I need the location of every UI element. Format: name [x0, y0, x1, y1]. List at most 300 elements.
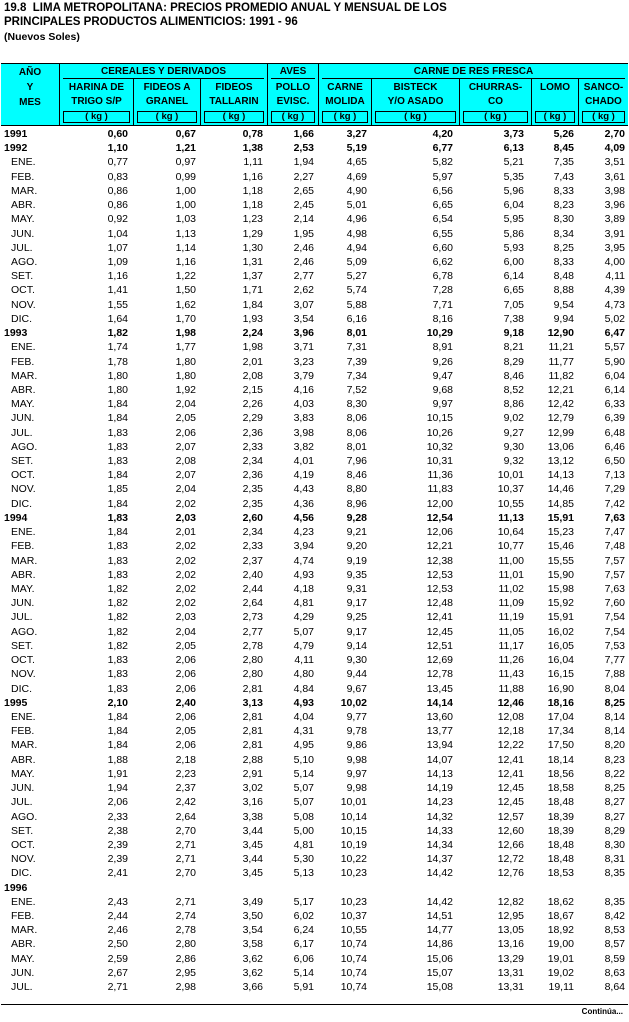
price-cell: 1,14: [175, 241, 196, 254]
row-label: OCT.: [11, 284, 35, 297]
price-cell: 6,04: [503, 199, 524, 212]
price-cell: 2,36: [242, 469, 263, 482]
month-row: [1, 411, 628, 425]
price-cell: 9,47: [432, 369, 453, 382]
price-cell: 19,02: [547, 966, 574, 979]
price-cell: 1,84: [107, 725, 128, 738]
month-row: [1, 497, 628, 511]
price-cell: 4,69: [346, 170, 367, 183]
price-cell: 10,32: [426, 440, 453, 453]
month-row: [1, 454, 628, 468]
month-row: [1, 966, 628, 980]
price-cell: 8,91: [432, 341, 453, 354]
price-cell: 2,78: [242, 639, 263, 652]
price-cell: 2,50: [107, 938, 128, 951]
row-label: 1992: [4, 142, 28, 155]
price-cell: 3,54: [242, 924, 263, 937]
row-label: JUN.: [11, 227, 35, 240]
price-cell: 4,56: [293, 511, 314, 524]
price-cell: 5,14: [293, 966, 314, 979]
price-cell: 6,47: [604, 327, 625, 340]
price-cell: 4,95: [293, 739, 314, 752]
price-cell: 2,18: [175, 753, 196, 766]
price-cell: 2,27: [293, 170, 314, 183]
row-label: NOV.: [11, 298, 36, 311]
price-cell: 12,60: [497, 824, 524, 837]
price-cell: 1,31: [242, 255, 263, 268]
price-cell: 3,38: [242, 810, 263, 823]
price-cell: 13,60: [426, 710, 453, 723]
price-cell: 1,83: [107, 426, 128, 439]
price-cell: 8,53: [604, 924, 625, 937]
year-row: [1, 696, 628, 710]
price-cell: 7,42: [604, 497, 625, 510]
price-cell: 12,69: [426, 654, 453, 667]
row-label: SET.: [11, 455, 34, 468]
price-cell: 11,21: [548, 341, 574, 354]
price-cell: 4,43: [293, 483, 314, 496]
row-label: DIC.: [11, 497, 32, 510]
price-cell: 9,44: [346, 668, 367, 681]
price-cell: 1,83: [107, 654, 128, 667]
price-cell: 13,29: [497, 952, 524, 965]
price-cell: 2,08: [242, 369, 263, 382]
price-cell: 3,98: [604, 184, 625, 197]
price-cell: 1,84: [107, 469, 128, 482]
price-cell: 5,17: [293, 895, 314, 908]
price-cell: 2,77: [242, 625, 263, 638]
price-cell: 2,53: [293, 142, 314, 155]
column-unit: ( kg ): [375, 111, 456, 123]
row-label: ABR.: [11, 568, 36, 581]
column-header-line1: LOMO: [540, 82, 570, 93]
price-cell: 2,35: [242, 497, 263, 510]
price-cell: 18,58: [547, 782, 574, 795]
price-cell: 9,86: [346, 739, 367, 752]
price-cell: 2,34: [242, 455, 263, 468]
price-cell: 4,20: [432, 128, 453, 140]
price-cell: 9,19: [346, 554, 367, 567]
month-row: [1, 468, 628, 482]
price-cell: 2,10: [107, 696, 128, 709]
price-cell: 12,95: [497, 910, 524, 923]
price-cell: 1,04: [107, 227, 128, 240]
price-cell: 1,13: [175, 227, 196, 240]
column-unit: ( kg ): [137, 111, 197, 123]
month-row: [1, 923, 628, 937]
month-row: [1, 568, 628, 582]
price-cell: 11,77: [548, 355, 574, 368]
price-cell: 13,06: [547, 440, 574, 453]
price-cell: 11,88: [498, 682, 524, 695]
price-cell: 2,39: [107, 838, 128, 851]
price-cell: 6,14: [604, 383, 625, 396]
month-row: [1, 895, 628, 909]
price-cell: 8,14: [604, 710, 625, 723]
price-cell: 9,94: [553, 312, 574, 325]
price-cell: 10,74: [340, 938, 367, 951]
price-cell: 7,47: [604, 526, 625, 539]
price-cell: 3,49: [242, 895, 263, 908]
month-row: [1, 795, 628, 809]
price-cell: 1,82: [107, 597, 128, 610]
price-cell: 11,05: [498, 625, 524, 638]
price-cell: 2,46: [107, 924, 128, 937]
price-cell: 8,33: [553, 255, 574, 268]
price-cell: 12,66: [497, 838, 524, 851]
price-cell: 13,45: [426, 682, 453, 695]
price-cell: 2,80: [242, 668, 263, 681]
price-cell: 14,32: [426, 810, 453, 823]
price-cell: 2,43: [107, 895, 128, 908]
row-label: MAY.: [11, 398, 35, 411]
price-cell: 6,54: [432, 213, 453, 226]
price-cell: 4,73: [604, 298, 625, 311]
price-cell: 8,25: [553, 241, 574, 254]
column-header-line1: BISTECK: [393, 82, 438, 93]
price-cell: 0,99: [175, 170, 196, 183]
price-cell: 10,29: [426, 327, 453, 340]
price-cell: 8,48: [553, 270, 574, 283]
price-cell: 12,99: [547, 426, 574, 439]
price-cell: 14,13: [547, 469, 574, 482]
price-cell: 10,74: [340, 952, 367, 965]
price-cell: 1,16: [175, 255, 196, 268]
price-cell: 1,16: [107, 270, 128, 283]
month-row: [1, 625, 628, 639]
price-cell: 14,07: [426, 753, 453, 766]
price-cell: 1,82: [107, 625, 128, 638]
month-row: [1, 980, 628, 994]
price-cell: 9,18: [503, 327, 524, 340]
header-year-month-3: MES: [19, 97, 41, 108]
price-cell: 17,34: [547, 725, 574, 738]
price-cell: 5,10: [293, 753, 314, 766]
price-cell: 15,08: [426, 981, 453, 994]
price-cell: 2,64: [175, 810, 196, 823]
price-cell: 7,53: [604, 639, 625, 652]
price-cell: 3,44: [242, 853, 263, 866]
price-cell: 5,95: [503, 213, 524, 226]
row-label: FEB.: [11, 910, 35, 923]
price-cell: 3,66: [242, 981, 263, 994]
price-cell: 18,48: [547, 853, 574, 866]
month-row: [1, 610, 628, 624]
price-cell: 6,39: [604, 412, 625, 425]
price-cell: 12,45: [497, 782, 524, 795]
price-cell: 10,15: [426, 412, 453, 425]
price-cell: 4,31: [293, 725, 314, 738]
price-cell: 11,17: [498, 639, 524, 652]
price-cell: 2,42: [175, 796, 196, 809]
price-cell: 2,81: [242, 710, 263, 723]
price-cell: 18,39: [547, 810, 574, 823]
price-cell: 7,57: [604, 554, 625, 567]
price-cell: 8,42: [604, 910, 625, 923]
column-unit: ( kg ): [271, 111, 315, 123]
price-cell: 3,02: [242, 782, 263, 795]
price-cell: 12,57: [497, 810, 524, 823]
month-row: [1, 227, 628, 241]
price-cell: 5,57: [604, 341, 625, 354]
price-cell: 8,29: [503, 355, 524, 368]
price-cell: 14,33: [426, 824, 453, 837]
price-cell: 1,88: [107, 753, 128, 766]
price-cell: 6,33: [604, 398, 625, 411]
price-cell: 5,02: [604, 312, 625, 325]
price-cell: 9,68: [432, 383, 453, 396]
row-label: JUN.: [11, 597, 35, 610]
price-cell: 1,29: [242, 227, 263, 240]
row-label: FEB.: [11, 725, 35, 738]
price-cell: 13,05: [497, 924, 524, 937]
price-cell: 7,29: [604, 483, 625, 496]
price-cell: 5,30: [293, 853, 314, 866]
row-label: ENE.: [11, 156, 36, 169]
month-row: [1, 667, 628, 681]
price-cell: 11,13: [498, 511, 524, 524]
price-cell: 1,38: [242, 142, 263, 155]
price-cell: 5,09: [346, 255, 367, 268]
price-cell: 9,98: [346, 782, 367, 795]
row-label: ENE.: [11, 710, 36, 723]
price-cell: 2,88: [242, 753, 263, 766]
price-cell: 2,70: [604, 128, 625, 140]
price-cell: 5,97: [432, 170, 453, 183]
price-cell: 15,92: [547, 597, 574, 610]
price-cell: 8,96: [346, 497, 367, 510]
table-subtitle: (Nuevos Soles): [4, 31, 80, 43]
price-cell: 1,84: [107, 398, 128, 411]
price-cell: 8,31: [604, 853, 625, 866]
price-cell: 5,74: [346, 284, 367, 297]
price-cell: 18,56: [547, 767, 574, 780]
price-cell: 2,40: [242, 568, 263, 581]
price-cell: 8,21: [503, 341, 524, 354]
price-cell: 7,63: [604, 583, 625, 595]
column-header-line1: FIDEOS: [215, 82, 253, 93]
price-cell: 7,63: [604, 511, 625, 524]
price-cell: 5,07: [293, 796, 314, 809]
price-cell: 2,80: [175, 938, 196, 951]
price-cell: 2,45: [293, 199, 314, 212]
row-label: SET.: [11, 639, 34, 652]
price-cell: 7,48: [604, 540, 625, 553]
price-cell: 6,60: [432, 241, 453, 254]
price-cell: 1,11: [243, 156, 263, 169]
column-unit: ( kg ): [63, 111, 130, 123]
price-cell: 7,60: [604, 597, 625, 610]
price-cell: 8,35: [604, 895, 625, 908]
price-cell: 2,80: [242, 654, 263, 667]
price-cell: 3,13: [242, 696, 263, 709]
price-cell: 7,77: [604, 654, 625, 667]
price-cell: 2,05: [175, 725, 196, 738]
price-cell: 14,51: [426, 910, 453, 923]
month-row: [1, 767, 628, 781]
price-cell: 5,91: [293, 981, 314, 994]
price-cell: 2,73: [242, 611, 263, 624]
price-cell: 16,15: [547, 668, 574, 681]
price-cell: 5,07: [293, 625, 314, 638]
column-header-line1: FIDEOS A: [143, 82, 191, 93]
price-cell: 0,77: [107, 156, 128, 169]
price-cell: 6,24: [293, 924, 314, 937]
price-cell: 1,98: [242, 341, 263, 354]
column-unit: ( kg ): [535, 111, 575, 123]
price-cell: 1,84: [107, 739, 128, 752]
table-header: [1, 63, 628, 126]
price-cell: 11,26: [498, 654, 524, 667]
price-cell: 2,77: [293, 270, 314, 283]
price-cell: 12,53: [426, 583, 453, 595]
price-cell: 1,92: [175, 383, 196, 396]
price-cell: 12,82: [497, 895, 524, 908]
price-cell: 10,77: [497, 540, 524, 553]
price-cell: 11,09: [498, 597, 524, 610]
price-cell: 14,86: [426, 938, 453, 951]
price-cell: 4,00: [604, 255, 625, 268]
price-cell: 9,77: [346, 710, 367, 723]
price-cell: 0,83: [107, 170, 128, 183]
month-row: [1, 724, 628, 738]
price-cell: 3,94: [293, 540, 314, 553]
row-label: SET.: [11, 824, 34, 837]
price-cell: 11,01: [498, 568, 524, 581]
price-cell: 3,16: [242, 796, 263, 809]
month-row: [1, 582, 628, 596]
row-label: JUL.: [11, 611, 33, 624]
price-cell: 2,37: [175, 782, 196, 795]
price-cell: 8,46: [503, 369, 524, 382]
month-row: [1, 312, 628, 326]
month-row: [1, 554, 628, 568]
row-label: MAR.: [11, 369, 38, 382]
row-label: ENE.: [11, 526, 36, 539]
price-cell: 2,04: [175, 398, 196, 411]
month-row: [1, 596, 628, 610]
price-cell: 12,72: [497, 853, 524, 866]
price-cell: 12,51: [426, 639, 453, 652]
price-cell: 2,64: [242, 597, 263, 610]
price-cell: 16,05: [547, 639, 574, 652]
price-cell: 10,26: [426, 426, 453, 439]
month-row: [1, 283, 628, 297]
price-cell: 2,03: [175, 511, 196, 524]
price-cell: 7,71: [432, 298, 453, 311]
price-cell: 0,78: [242, 128, 263, 140]
price-cell: 1,98: [175, 327, 196, 340]
price-cell: 4,98: [346, 227, 367, 240]
row-label: FEB.: [11, 540, 35, 553]
price-cell: 13,77: [426, 725, 453, 738]
price-cell: 7,52: [346, 383, 367, 396]
price-cell: 9,17: [346, 597, 367, 610]
row-label: ABR.: [11, 199, 36, 212]
price-cell: 3,83: [293, 412, 314, 425]
price-cell: 3,62: [242, 966, 263, 979]
price-cell: 8,57: [604, 938, 625, 951]
month-row: [1, 355, 628, 369]
column-unit: ( kg ): [463, 111, 528, 123]
price-cell: 4,11: [605, 270, 625, 283]
price-cell: 9,67: [346, 682, 367, 695]
price-cell: 6,55: [432, 227, 453, 240]
price-cell: 5,21: [503, 156, 524, 169]
price-cell: 5,13: [293, 867, 314, 880]
price-cell: 14,42: [426, 867, 453, 880]
price-cell: 16,04: [547, 654, 574, 667]
row-label: 1994: [4, 511, 28, 524]
price-cell: 1,21: [175, 142, 196, 155]
month-row: [1, 682, 628, 696]
price-cell: 8,14: [604, 725, 625, 738]
price-cell: 6,04: [604, 369, 625, 382]
price-cell: 2,35: [242, 483, 263, 496]
price-cell: 12,90: [547, 327, 574, 340]
price-cell: 6,13: [503, 142, 524, 155]
price-cell: 2,06: [175, 682, 196, 695]
month-row: [1, 525, 628, 539]
price-cell: 8,06: [346, 426, 367, 439]
price-cell: 1,82: [107, 611, 128, 624]
month-row: [1, 369, 628, 383]
price-cell: 9,21: [346, 526, 367, 539]
row-label: MAY.: [11, 213, 35, 226]
price-cell: 6,48: [604, 426, 625, 439]
header-year-month-1: AÑO: [18, 67, 42, 78]
price-cell: 10,31: [426, 455, 453, 468]
price-cell: 9,27: [503, 426, 524, 439]
row-label: DIC.: [11, 867, 32, 880]
price-cell: 12,42: [547, 398, 574, 411]
row-label: JUN.: [11, 966, 35, 979]
price-cell: 14,23: [426, 796, 453, 809]
price-cell: 2,78: [175, 924, 196, 937]
price-cell: 14,34: [426, 838, 453, 851]
price-cell: 9,02: [503, 412, 524, 425]
price-cell: 9,98: [346, 753, 367, 766]
column-header-line2: CHADO: [585, 96, 622, 107]
column-header-line2: Y/O ASADO: [387, 96, 444, 107]
price-cell: 2,06: [175, 668, 196, 681]
price-cell: 12,79: [547, 412, 574, 425]
price-cell: 4,96: [346, 213, 367, 226]
row-label: 1991: [4, 128, 28, 140]
price-cell: 5,26: [553, 128, 574, 140]
price-cell: 16,02: [547, 625, 574, 638]
price-cell: 4,80: [293, 668, 314, 681]
price-cell: 13,31: [497, 966, 524, 979]
price-cell: 1,93: [242, 312, 263, 325]
price-cell: 8,20: [604, 739, 625, 752]
price-cell: 3,98: [293, 426, 314, 439]
price-cell: 2,04: [175, 483, 196, 496]
price-cell: 2,71: [107, 981, 128, 994]
row-label: AGO.: [11, 625, 38, 638]
price-cell: 2,01: [242, 355, 263, 368]
price-cell: 10,19: [340, 838, 367, 851]
price-cell: 1,83: [107, 440, 128, 453]
price-cell: 10,55: [497, 497, 524, 510]
price-cell: 2,08: [175, 455, 196, 468]
price-cell: 8,06: [346, 412, 367, 425]
price-cell: 4,19: [293, 469, 314, 482]
month-row: [1, 810, 628, 824]
price-cell: 8,30: [604, 838, 625, 851]
price-cell: 2,46: [293, 255, 314, 268]
row-label: AGO.: [11, 440, 38, 453]
